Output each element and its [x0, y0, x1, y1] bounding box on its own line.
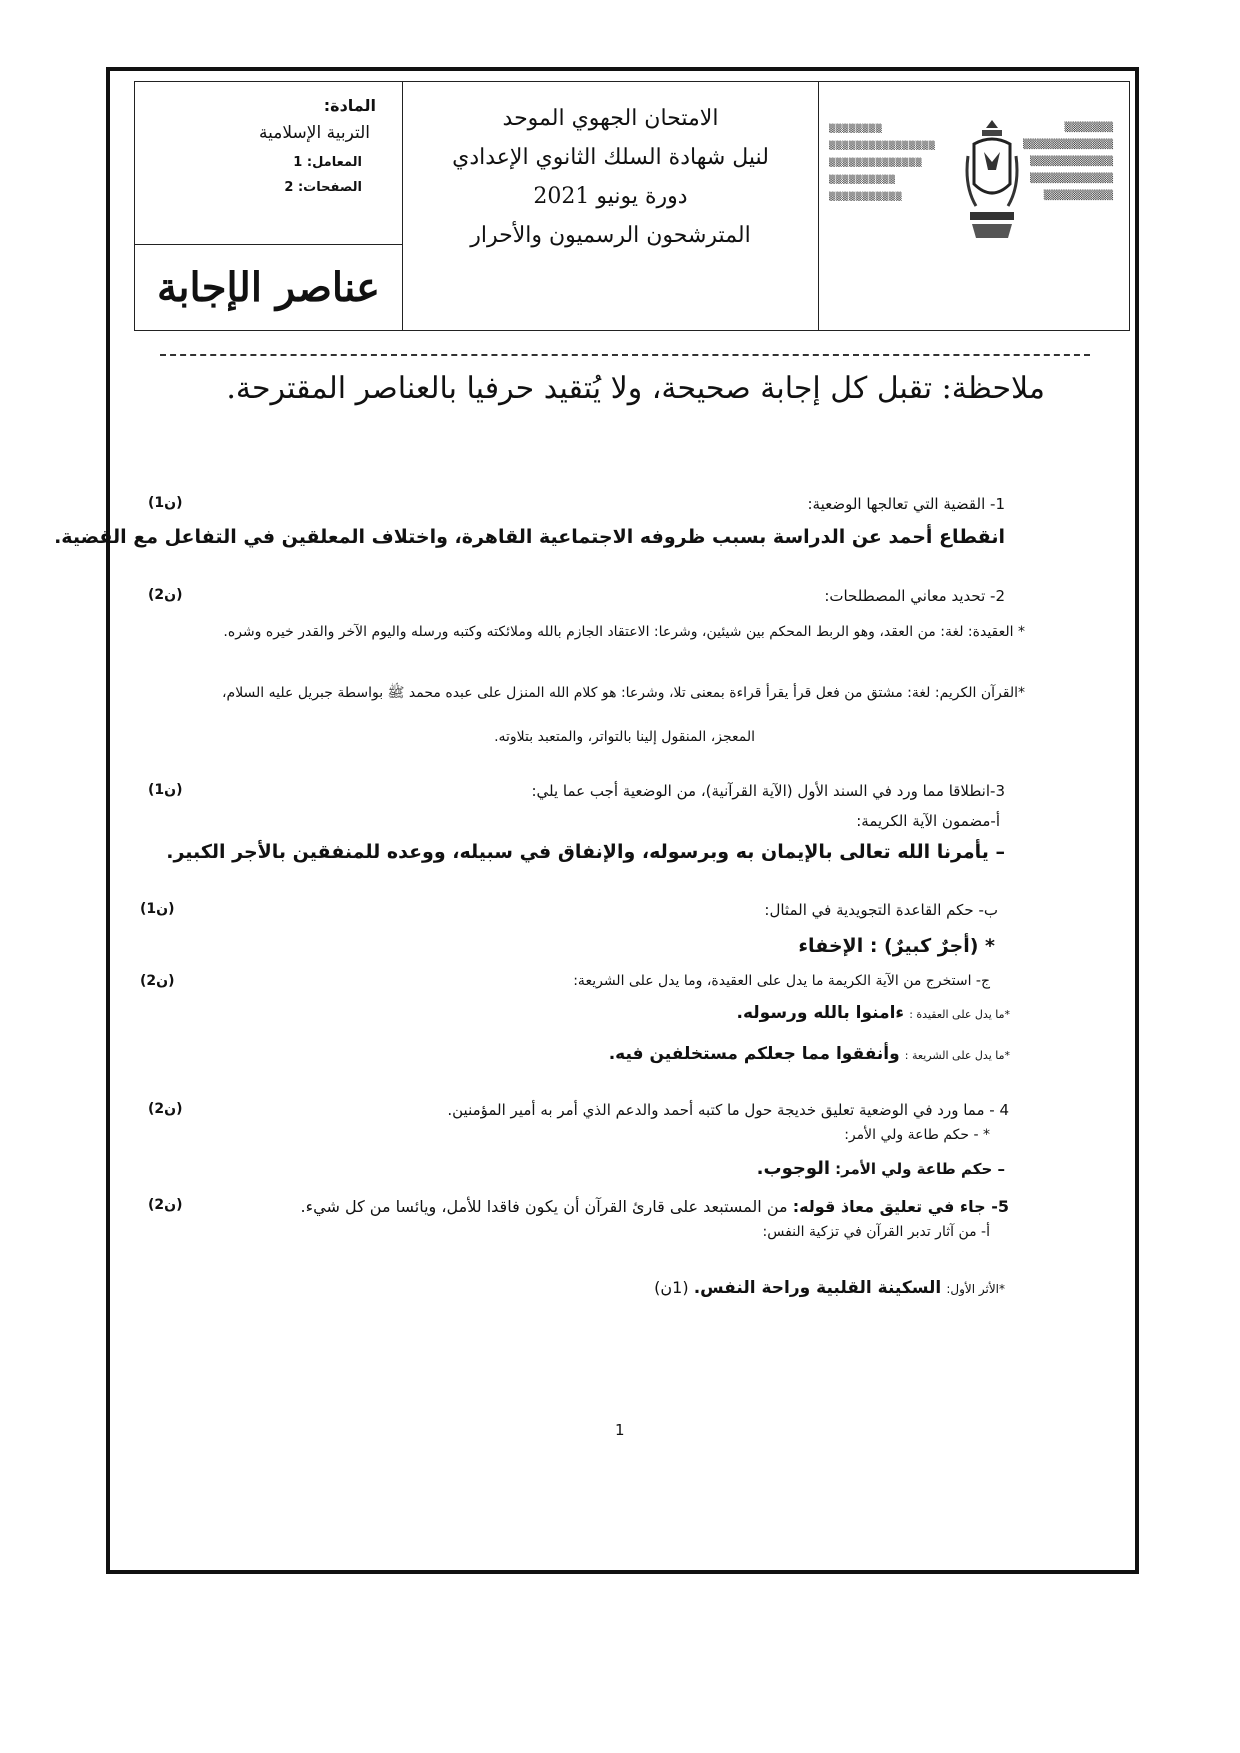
- q3c-label: ج- استخرج من الآية الكريمة ما يدل على العقيدة، وما يدل على الشريعة:: [573, 973, 990, 989]
- document-title: عناصر الإجابة: [156, 264, 381, 311]
- q5-heading-quote: من المستبعد على قارئ القرآن أن يكون فاقدا للأمل، ويائسا من كل شيء.: [300, 1197, 788, 1216]
- q4-answer-line: [757, 1158, 1005, 1179]
- exam-line: الامتحان الجهوي الموحد: [502, 106, 719, 131]
- q3c-sharia-answer: وأنفقوا مما جعلكم مستخلفين فيه.: [608, 1044, 900, 1064]
- q5a-prefix: *الأثر الأول:: [946, 1282, 1005, 1296]
- q2-aqeeda-definition: * العقيدة: لغة: من العقد، وهو الربط المحكم بين شيئين، وشرعا: الاعتقاد الجازم بالله وملائكته وكتبه ورسله واليوم الآخر والقدر خيره وشره.: [223, 624, 1025, 640]
- q1-heading: 1- القضية التي تعالجها الوضعية:: [807, 495, 1005, 513]
- separator-line: [160, 354, 1090, 356]
- ministry-logo-text-fr: ▒▒▒▒▒▒▒▒ ▒▒▒▒▒▒▒▒▒▒▒▒▒▒▒▒ ▒▒▒▒▒▒▒▒▒▒▒▒▒▒ ▒▒▒▒▒▒▒▒▒▒ ▒▒▒▒▒▒▒▒▒▒▒: [829, 124, 936, 201]
- q3a-label: أ-مضمون الآية الكريمة:: [856, 812, 1000, 830]
- q1-points: (1ن): [148, 495, 183, 511]
- q5-heading-label: 5- جاء في تعليق معاذ قوله:: [792, 1197, 1009, 1216]
- q5a-label: أ- من آثار تدبر القرآن في تزكية النفس:: [762, 1224, 990, 1240]
- q3b-points: (1ن): [140, 901, 175, 917]
- q2-heading: 2- تحديد معاني المصطلحات:: [824, 587, 1005, 605]
- exam-line: المترشحون الرسميون والأحرار: [470, 223, 751, 248]
- q3c-points: (2ن): [140, 973, 175, 989]
- q3c-sharia-line: [609, 1044, 1010, 1064]
- exam-info: [403, 82, 819, 330]
- q5a-points: (1ن): [654, 1278, 689, 1297]
- q2-quran-definition: *القرآن الكريم: لغة: مشتق من فعل قرأ يقرأ قراءة بمعنى تلا، وشرعا: هو كلام الله المنزل على عبده محمد ﷺ بواسطة جبريل عليه السلام،: [222, 685, 1025, 701]
- q3c-sharia-prefix: *ما يدل على الشريعة :: [904, 1049, 1010, 1062]
- page-number: 1: [615, 1421, 625, 1439]
- q5a-answer: السكينة القلبية وراحة النفس.: [693, 1278, 942, 1298]
- ministry-panel: [819, 82, 1129, 330]
- q3c-aqeeda-prefix: *ما يدل على العقيدة :: [909, 1008, 1010, 1021]
- subject-panel: [135, 82, 403, 330]
- q2-points: (2ن): [148, 587, 183, 603]
- subject-name: التربية الإسلامية: [259, 123, 370, 143]
- q5a-answer-line: [654, 1278, 1005, 1298]
- q3b-answer: * (أجرٌ كبيرٌ) : الإخفاء: [798, 935, 995, 957]
- q5-heading: [301, 1197, 1009, 1216]
- note-heading: ملاحظة: تقبل كل إجابة صحيحة، ولا يُتقيد حرفيا بالعناصر المقترحة.: [226, 371, 1045, 406]
- q1-answer: انقطاع أحمد عن الدراسة بسبب ظروفه الاجتماعية القاهرة، واختلاف المعلقين في التفاعل مع القضية.: [54, 526, 1005, 548]
- q2-quran-definition-cont: المعجز، المنقول إلينا بالتواتر، والمتعبد بتلاوته.: [494, 729, 755, 745]
- page-count: الصفحات: 2: [284, 180, 362, 195]
- q4-points: (2ن): [148, 1101, 183, 1117]
- q4-heading: 4 - مما ورد في الوضعية تعليق خديجة حول ما كتبه أحمد والدعم الذي أمر به أمير المؤمنين.: [447, 1101, 1009, 1119]
- q4-sub: * - حكم طاعة ولي الأمر:: [844, 1127, 990, 1143]
- q4-answer-prefix: – حكم طاعة ولي الأمر:: [835, 1160, 1005, 1178]
- exam-header: [134, 81, 1130, 331]
- exam-line: لنيل شهادة السلك الثانوي الإعدادي: [452, 145, 769, 170]
- page-frame: [54, 67, 1139, 1574]
- q3a-answer: – يأمرنا الله تعالى بالإيمان به وبرسوله، والإنفاق في سبيله، ووعده للمنفقين بالأجر الكبير.: [166, 841, 1005, 863]
- q4-answer: الوجوب.: [756, 1158, 831, 1179]
- coefficient: المعامل: 1: [293, 155, 362, 170]
- q3-points: (1ن): [148, 782, 183, 798]
- exam-line: دورة يونيو 2021: [533, 184, 688, 209]
- q3-heading: 3-انطلاقا مما ورد في السند الأول (الآية القرآنية)، من الوضعية أجب عما يلي:: [531, 782, 1005, 800]
- q3b-label: ب- حكم القاعدة التجويدية في المثال:: [764, 901, 998, 919]
- ministry-logo-text-ar: ▒▒▒▒▒▒▒ ▒▒▒▒▒▒▒▒▒▒▒▒▒ ▒▒▒▒▒▒▒▒▒▒▒▒ ▒▒▒▒▒▒▒▒▒▒▒▒ ▒▒▒▒▒▒▒▒▒▒: [1023, 123, 1113, 201]
- subject-label: المادة:: [323, 96, 376, 115]
- q3c-aqeeda-line: [737, 1003, 1010, 1023]
- q3c-aqeeda-answer: ءامنوا بالله ورسوله.: [736, 1003, 905, 1023]
- q5-points: (2ن): [148, 1197, 183, 1213]
